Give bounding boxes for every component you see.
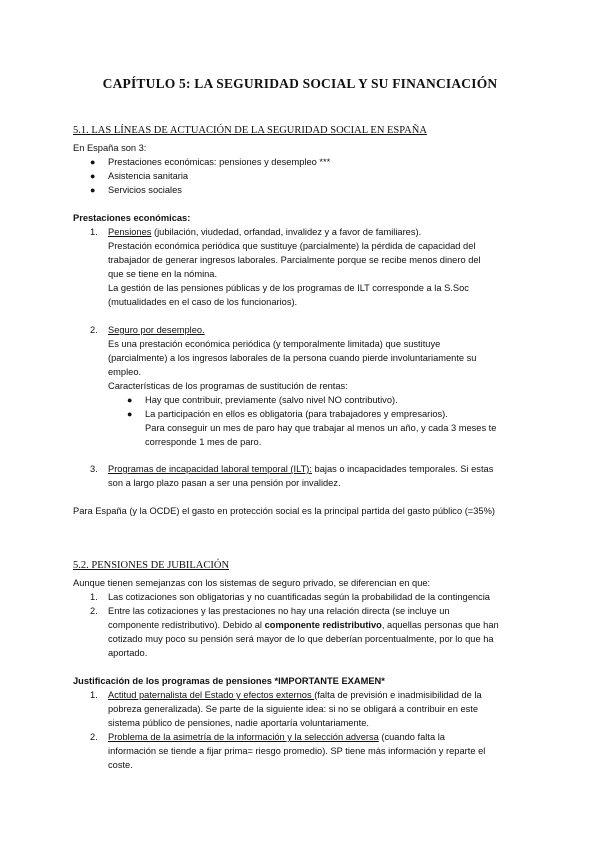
item-title: Programas de incapacidad laboral temporal (ILT): — [108, 464, 312, 474]
paragraph-line: información se tiende a fijar prima= riesgo promedio). SP tiene más información y reparte el — [108, 746, 486, 756]
bullet-icon: ● — [127, 409, 133, 419]
list-number: 2. — [90, 325, 98, 335]
item-title-rest: bajas o incapacidades temporales. Si estas — [311, 464, 494, 474]
paragraph-line: La gestión de las pensiones públicas y de los programas de ILT corresponde a la S.Soc — [108, 283, 469, 293]
section-heading-5-1: 5.1. LAS LÍNEAS DE ACTUACIÓN DE LA SEGURIDAD SOCIAL EN ESPAÑA — [73, 125, 427, 136]
paragraph-line: sistema público de pensiones, nadie aportaría voluntariamente. — [108, 718, 369, 728]
paragraph-line: que se tiene en la nómina. — [108, 269, 218, 279]
list-number: 1. — [90, 690, 98, 700]
list-number: 3. — [90, 464, 98, 474]
item-title: Problema de la asimetría de la información y la selección adversa — [108, 732, 379, 742]
sub-list-item: La participación en ellos es obligatoria (para trabajadores y empresarios). — [145, 409, 448, 419]
paragraph-line: aportado. — [108, 648, 148, 658]
list-item-heading — [108, 462, 493, 476]
item-title: Pensiones — [108, 227, 152, 237]
sub-list-line: Para conseguir un mes de paro hay que trabajar al menos un año, y cada 3 meses te — [145, 423, 497, 433]
list-item-heading — [108, 225, 421, 239]
list-item: Prestaciones económicas: pensiones y desempleo *** — [108, 157, 331, 167]
paragraph-line: Prestación económica periódica que sustituye (parcialmente) la pérdida de capacidad del — [108, 241, 476, 251]
paragraph-line: coste. — [108, 760, 133, 770]
paragraph-line: cotizado muy poco su pensión será mayor de lo que deberían porcentualmente, por lo que ha — [108, 634, 494, 644]
item-title-rest: (jubilación, viudedad, orfandad, invalidez y a favor de familiares). — [151, 227, 422, 237]
list-item-heading — [108, 730, 445, 744]
sub-list-line: corresponde 1 mes de paro. — [145, 437, 262, 447]
sub-list-item: Hay que contribuir, previamente (salvo nivel NO contributivo). — [145, 395, 398, 405]
paragraph-line: Es una prestación económica periódica (y temporalmente limitada) que sustituye — [108, 339, 441, 349]
paragraph-line: empleo. — [108, 367, 142, 377]
bullet-icon: ● — [127, 395, 133, 405]
list-item: Las cotizaciones son obligatorias y no cuantificadas según la probabilidad de la contingencia — [108, 592, 490, 602]
item-title-rest: (cuando falta la — [378, 732, 445, 742]
item-title: Seguro por desempleo. — [108, 325, 205, 335]
paragraph-line: (parcialmente) a los ingresos laborales de la persona cuando pierde involuntariamente su — [108, 353, 477, 363]
list-item: Entre las cotizaciones y las prestaciones no hay una relación directa (se incluye un — [108, 606, 450, 616]
list-number: 1. — [90, 592, 98, 602]
list-item: Asistencia sanitaria — [108, 171, 189, 181]
subheading-prestaciones: Prestaciones económicas: — [73, 213, 191, 223]
paragraph-line — [108, 618, 499, 632]
paragraph-line: pobreza generalizada). Se parte de la siguiente idea: si no se obligará a contribuir en este — [108, 704, 479, 714]
paragraph-line: (mutualidades en el caso de los funcionarios). — [108, 297, 298, 307]
item-title-rest: (falta de previsión e inadmisibilidad de la — [314, 690, 482, 700]
section-intro: Aunque tienen semejanzas con los sistemas de seguro privado, se diferencian en que: — [73, 578, 431, 588]
section-intro: En España son 3: — [73, 143, 147, 153]
list-item: Servicios sociales — [108, 185, 182, 195]
bullet-icon: ● — [90, 157, 96, 167]
closing-paragraph: Para España (y la OCDE) el gasto en protección social es la principal partida del gasto público (=35%) — [73, 506, 495, 516]
bullet-icon: ● — [90, 185, 96, 195]
section-heading-5-2: 5.2. PENSIONES DE JUBILACIÓN — [73, 560, 230, 571]
text-run: , aquellas personas que han — [381, 620, 499, 630]
list-number: 2. — [90, 606, 98, 616]
bullet-icon: ● — [90, 171, 96, 181]
list-number: 2. — [90, 732, 98, 742]
subheading-justificacion: Justificación de los programas de pensiones *IMPORTANTE EXAMEN* — [73, 676, 385, 686]
bold-term: componente redistributivo — [264, 620, 382, 630]
item-title: Actitud paternalista del Estado y efectos externos — [108, 690, 315, 700]
list-number: 1. — [90, 227, 98, 237]
list-item-heading — [108, 688, 482, 702]
text-run: componente redistributivo). Debido al — [108, 620, 265, 630]
chapter-title: CAPÍTULO 5: LA SEGURIDAD SOCIAL Y SU FINANCIACIÓN — [102, 76, 498, 91]
paragraph-line: Características de los programas de sustitución de rentas: — [108, 381, 348, 391]
paragraph-line: trabajador de generar ingresos laborales. Parcialmente porque se recibe menos dinero del — [108, 255, 481, 265]
paragraph-line: son a largo plazo pasan a ser una pensión por invalidez. — [108, 478, 341, 488]
